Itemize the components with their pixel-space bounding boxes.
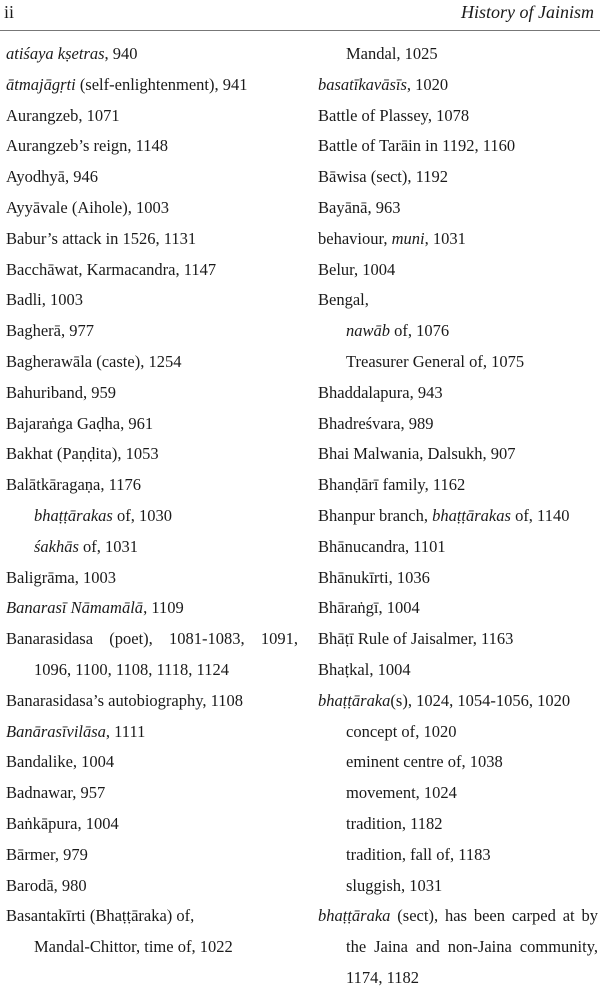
- entry-pages: , 1108: [202, 690, 244, 710]
- entry-term: Bāwisa (sect): [318, 167, 408, 187]
- index-subentry: [318, 809, 598, 840]
- index-entry: [6, 809, 298, 840]
- index-subentry: [318, 39, 598, 70]
- index-entry: [318, 655, 598, 686]
- index-entry: [6, 131, 298, 162]
- entry-pages: of, 1030: [112, 505, 172, 525]
- entry-pages: , 963: [367, 197, 401, 217]
- index-entry: [318, 901, 598, 993]
- entry-pages: , 1036: [388, 567, 430, 587]
- entry-term: Aurangzeb’s reign: [6, 136, 128, 156]
- index-entry: [318, 624, 598, 655]
- entry-term: Badnawar: [6, 783, 73, 803]
- entry-pages: , 1148: [127, 136, 169, 156]
- entry-pages: , 1025: [396, 44, 438, 63]
- entry-pages: , 1020: [406, 74, 449, 94]
- index-entry: [6, 840, 298, 871]
- entry-pages: , 959: [82, 382, 116, 402]
- entry-pages: , 1075: [482, 351, 525, 371]
- entry-pages: , 1003: [127, 197, 169, 217]
- entry-pages: , 1022: [191, 937, 233, 957]
- index-subentry: [6, 501, 298, 532]
- running-head: History of Jainism: [461, 2, 594, 22]
- index-entry: [318, 378, 598, 409]
- index-entry: [318, 131, 598, 162]
- entry-term: movement: [346, 783, 416, 803]
- entry-term: Banarasidasa (poet): [6, 629, 149, 649]
- entry-term: Bārmer: [6, 844, 55, 864]
- entry-pages: (s), 1024, 1054-1056, 1020: [390, 690, 571, 710]
- entry-term: Bakhat (Paṇḍita): [6, 444, 118, 464]
- entry-pages: , 1004: [378, 598, 420, 618]
- entry-pages: , 1109: [143, 598, 184, 618]
- index-entry: [318, 70, 598, 101]
- index-entry: [6, 778, 298, 809]
- entry-term: Babur’s attack in 1526: [6, 228, 156, 248]
- entry-pages: , 1038: [461, 752, 503, 772]
- entry-term: Bayānā: [318, 197, 368, 217]
- entry-pages: , 980: [53, 875, 87, 895]
- entry-pages: , 977: [60, 321, 94, 341]
- entry-term: Bagherawāla (caste): [6, 351, 141, 371]
- index-entry: [6, 624, 298, 686]
- index-entry: [318, 255, 598, 286]
- index-entry: [6, 747, 298, 778]
- entry-term: Belur: [318, 259, 354, 279]
- entry-pages: , 1004: [72, 752, 115, 772]
- index-entry: [318, 285, 598, 316]
- entry-term: Bagherā: [6, 321, 61, 341]
- index-entry: [318, 470, 598, 501]
- index-entry: [318, 439, 598, 470]
- entry-pages: , 1031: [401, 875, 443, 895]
- index-subentry: [318, 347, 598, 378]
- entry-term: bhaṭṭāraka: [318, 906, 391, 926]
- entry-pages: , 957: [72, 783, 106, 803]
- entry-term: Bhanḍārī family: [318, 475, 425, 495]
- entry-term: Balātkāragaṇa: [6, 475, 101, 495]
- entry-pages: , 940: [104, 44, 138, 63]
- entry-term: Barodā: [6, 875, 54, 895]
- entry-term: atiśaya kṣetras: [6, 44, 105, 63]
- entry-term: eminent centre of: [346, 752, 462, 772]
- entry-pages: of, 1076: [390, 321, 450, 341]
- index-column-right: [318, 39, 598, 994]
- index-subentry: [6, 532, 298, 563]
- entry-term: tradition: [346, 813, 402, 833]
- entry-pages: , 907: [482, 444, 516, 464]
- index-subentry: [6, 932, 298, 963]
- entry-term: Battle of Plassey: [318, 105, 428, 125]
- entry-pages: , 1003: [74, 567, 116, 587]
- entry-term: basatīkavāsīs: [318, 74, 407, 94]
- entry-term: Ayyāvale (Aihole): [6, 197, 128, 217]
- entry-pages: of, 1140: [510, 505, 570, 525]
- entry-term: Bahuriband: [6, 382, 83, 402]
- index-entry: [318, 162, 598, 193]
- entry-term: bhaṭṭāraka: [318, 690, 391, 710]
- index-entry: [6, 70, 298, 101]
- entry-pages: , 943: [409, 382, 443, 402]
- entry-term: Bhai Malwania, Dalsukh: [318, 444, 483, 464]
- index-entry: [318, 532, 598, 563]
- entry-italic-part: bhaṭṭārakas: [432, 505, 511, 525]
- entry-term: Baṅkāpura: [6, 813, 78, 833]
- entry-term: śakhās: [34, 536, 79, 556]
- entry-pages: , 1101: [405, 536, 446, 556]
- index-subentry: [318, 717, 598, 748]
- index-subentry: [318, 778, 598, 809]
- index-entry: [318, 686, 598, 717]
- entry-term: Mandal: [346, 44, 397, 63]
- entry-term: Banarasī Nāmamālā: [6, 598, 144, 618]
- entry-term: Bacchāwat, Karmacandra: [6, 259, 176, 279]
- index-entry: [318, 101, 598, 132]
- entry-pages: , 1004: [77, 813, 119, 833]
- entry-term: Bhāraṅgī: [318, 598, 379, 618]
- index-entry: [6, 224, 298, 255]
- page-number: ii: [4, 2, 15, 22]
- index-entry: [6, 439, 298, 470]
- index-entry: [6, 316, 298, 347]
- entry-term: nawāb: [346, 321, 391, 341]
- index-entry: [6, 717, 298, 748]
- entry-pages: (sect), has been carped at by the Jaina and non-Jaina community, 1174, 1182: [346, 906, 598, 987]
- entry-pages: , 1176: [100, 475, 141, 495]
- index-entry: [6, 347, 298, 378]
- entry-term: Baligrāma: [6, 567, 75, 587]
- entry-pages: , 1004: [369, 659, 411, 679]
- entry-pages: , 961: [120, 413, 154, 433]
- entry-term: Bhāṭī Rule of Jaisalmer: [318, 629, 473, 649]
- entry-term: Bhānucandra: [318, 536, 406, 556]
- index-entry: [6, 193, 298, 224]
- entry-pages: , 1020: [415, 721, 457, 741]
- entry-pages: , 1182: [401, 813, 443, 833]
- entry-term: ātmajāgṛti: [6, 74, 76, 94]
- index-entry: [318, 193, 598, 224]
- index-subentry: [318, 840, 598, 871]
- entry-term: Bhanpur branch,: [318, 505, 433, 525]
- index-entry: [6, 162, 298, 193]
- entry-pages: , 1192: [407, 167, 448, 187]
- entry-pages: , 1254: [140, 351, 182, 371]
- entry-term: sluggish: [346, 875, 402, 895]
- entry-term: Bhadreśvara: [318, 413, 401, 433]
- index-entry: [6, 470, 298, 501]
- entry-term: Treasurer General of: [346, 351, 483, 371]
- entry-pages: , 1078: [427, 105, 470, 125]
- index-entry: [6, 378, 298, 409]
- page-header: [0, 0, 600, 31]
- entry-term: behaviour,: [318, 228, 392, 248]
- entry-pages: , 1081-1083, 1091, 1096, 1100, 1108, 1118, 1124: [34, 629, 298, 679]
- entry-term: Banarasidasa’s autobiography: [6, 690, 203, 710]
- entry-term: Basantakīrti (Bhaṭṭāraka) of,: [6, 906, 195, 926]
- entry-term: Bhānukīrti: [318, 567, 389, 587]
- entry-term: bhaṭṭārakas: [34, 505, 113, 525]
- index-entry: [6, 563, 298, 594]
- entry-pages: , 946: [64, 167, 98, 187]
- index-entry: [318, 409, 598, 440]
- entry-term: Mandal-Chittor, time of: [34, 937, 192, 957]
- index-entry: [318, 593, 598, 624]
- index-entry: [6, 686, 298, 717]
- entry-pages: , 1160: [474, 136, 516, 156]
- entry-pages: of, 1031: [78, 536, 139, 556]
- entry-term: Aurangzeb: [6, 105, 79, 125]
- index-entry: [6, 871, 298, 902]
- index-subentry: [318, 747, 598, 778]
- entry-italic-part: muni: [391, 228, 425, 248]
- index-subentry: [318, 871, 598, 902]
- entry-term: Bhaṭkal: [318, 659, 370, 679]
- entry-pages: , 1163: [472, 629, 514, 649]
- entry-term: Bandalike: [6, 752, 73, 772]
- entry-pages: , 1024: [415, 783, 457, 803]
- entry-term: Bengal,: [318, 290, 369, 310]
- index-entry: [318, 501, 598, 532]
- entry-pages: , 1111: [105, 721, 146, 741]
- index-entry: [6, 255, 298, 286]
- entry-term: Bhaddalapura: [318, 382, 410, 402]
- index-entry: [318, 563, 598, 594]
- index-entry: [6, 901, 298, 932]
- index-entry: [6, 39, 298, 70]
- entry-pages: , 1003: [41, 290, 83, 310]
- entry-term: Battle of Tarāin in 1192: [318, 136, 475, 156]
- entry-pages: , 1162: [424, 475, 466, 495]
- index-entry: [6, 409, 298, 440]
- index-subentry: [318, 316, 598, 347]
- index-entry: [6, 285, 298, 316]
- index-entry: [318, 224, 598, 255]
- entry-term: Badli: [6, 290, 42, 310]
- index-entry: [6, 593, 298, 624]
- entry-pages: , 1004: [354, 259, 396, 279]
- entry-pages: , 1031: [424, 228, 466, 248]
- index-entry: [6, 101, 298, 132]
- entry-term: concept of: [346, 721, 416, 741]
- entry-pages: , 1071: [78, 105, 120, 125]
- entry-pages: , 1053: [117, 444, 159, 464]
- entry-pages: , 1131: [155, 228, 197, 248]
- entry-term: Banārasīvilāsa: [6, 721, 106, 741]
- entry-pages: (self-enlightenment), 941: [75, 74, 248, 94]
- entry-pages: , 1183: [450, 844, 491, 864]
- entry-pages: , 989: [400, 413, 434, 433]
- index-column-left: [6, 39, 298, 963]
- entry-term: Bajaraṅga Gaḍha: [6, 413, 121, 433]
- entry-pages: , 979: [54, 844, 88, 864]
- entry-term: Ayodhyā: [6, 167, 65, 187]
- entry-term: tradition, fall of: [346, 844, 451, 864]
- entry-pages: , 1147: [175, 259, 217, 279]
